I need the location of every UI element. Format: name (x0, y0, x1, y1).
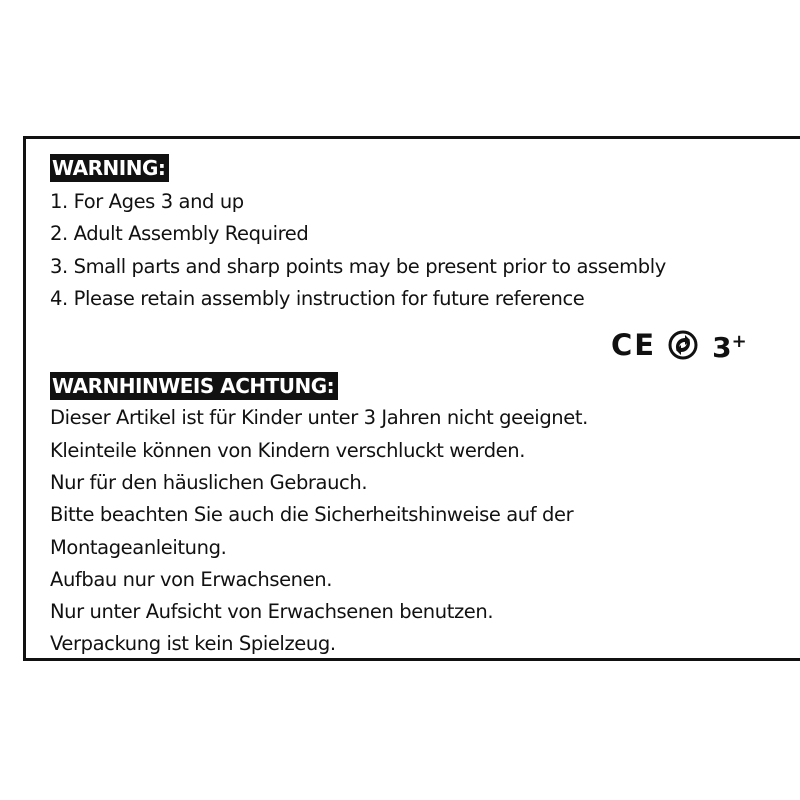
warning-label (23, 136, 800, 661)
warnhinweis-line: Bitte beachten Sie auch die Sicherheitshinweise auf der (50, 503, 574, 526)
certification-marks (611, 328, 771, 364)
warnhinweis-heading: WARNHINWEIS ACHTUNG: (50, 372, 338, 400)
warnhinweis-line: Dieser Artikel ist für Kinder unter 3 Jahren nicht geeignet. (50, 406, 588, 429)
ce-mark-icon: CE (611, 328, 657, 362)
warning-item: 1. For Ages 3 and up (50, 190, 244, 213)
green-dot-recycling-icon (668, 330, 698, 360)
warnhinweis-line: Verpackung ist kein Spielzeug. (50, 632, 336, 655)
warnhinweis-line: Nur für den häuslichen Gebrauch. (50, 471, 368, 494)
warnhinweis-line: Nur unter Aufsicht von Erwachsenen benutzen. (50, 600, 494, 623)
warning-item: 3. Small parts and sharp points may be present prior to assembly (50, 255, 666, 278)
age-3-plus-icon: 3+ (712, 331, 747, 364)
warning-heading: WARNING: (50, 154, 169, 182)
warning-item: 4. Please retain assembly instruction for future reference (50, 287, 585, 310)
warnhinweis-line: Kleinteile können von Kindern verschluckt werden. (50, 439, 526, 462)
warnhinweis-line: Montageanleitung. (50, 536, 227, 559)
warnhinweis-line: Aufbau nur von Erwachsenen. (50, 568, 332, 591)
warning-item: 2. Adult Assembly Required (50, 222, 309, 245)
